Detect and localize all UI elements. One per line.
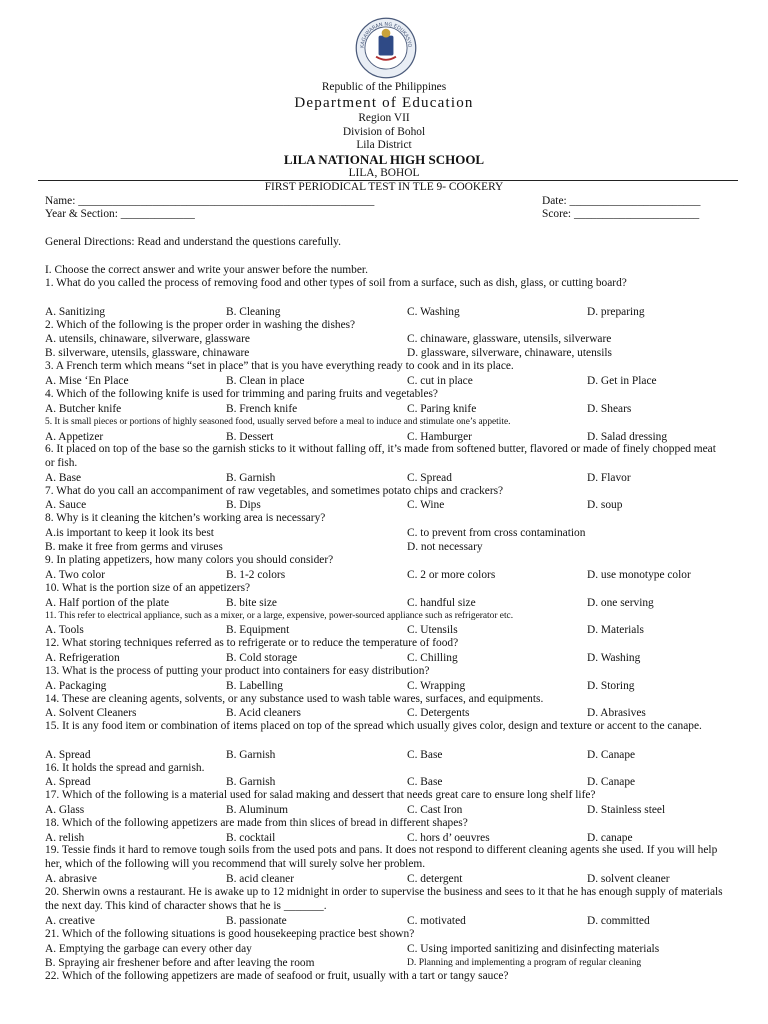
part-instruction: I. Choose the correct answer and write your answer before the number. [45, 264, 368, 276]
option-a: A. Tools [45, 624, 84, 636]
option-d: D. Planning and implementing a program of regular cleaning [407, 957, 642, 968]
option-d: D. use monotype color [587, 569, 691, 581]
question-12: 12. What storing techniques referred as to refrigerate or to reduce the temperature of food? [45, 637, 459, 649]
option-c: C. motivated [407, 915, 466, 927]
name-field[interactable]: Name: ____________________________________________________ [45, 195, 375, 207]
year-section-field[interactable]: Year & Section: _____________ [45, 208, 195, 220]
question-13: 13. What is the process of putting your product into containers for easy distribution? [45, 665, 430, 677]
option-a: A.is important to keep it look its best [45, 527, 214, 539]
options-2-row2 [45, 346, 745, 360]
option-b: B. passionate [226, 915, 287, 927]
option-d: D. Shears [587, 403, 632, 415]
option-d: D. canape [587, 832, 633, 844]
option-c: C. handful size [407, 597, 476, 609]
option-c: C. Base [407, 749, 443, 761]
option-d: D. Washing [587, 652, 641, 664]
republic-line: Republic of the Philippines [321, 81, 447, 93]
option-c: C. Hamburger [407, 431, 472, 443]
question-8: 8. Why is it cleaning the kitchen’s working area is necessary? [45, 512, 326, 524]
question-16: 16. It holds the spread and garnish. [45, 762, 205, 774]
option-b: B. make it free from germs and viruses [45, 541, 223, 553]
svg-text:KAGAWARAN NG EDUKASYON · REPUB: KAGAWARAN NG EDUKASYO [359, 21, 413, 49]
option-d: D. one serving [587, 597, 654, 609]
option-b: B. Labelling [226, 680, 283, 692]
question-11: 11. This refer to electrical appliance, such as a mixer, or a large, expensive, power-sourced appliance such as refrigerator etc. [45, 611, 514, 621]
options-10 [45, 596, 745, 610]
option-a: A. Refrigeration [45, 652, 120, 664]
option-a: A. Packaging [45, 680, 107, 692]
option-c: C. detergent [407, 873, 463, 885]
option-c: C. Wrapping [407, 680, 466, 692]
region-line: Region VII [358, 112, 410, 124]
option-a: A. Base [45, 472, 82, 484]
options-8-row1 [45, 526, 745, 540]
options-4 [45, 402, 745, 416]
option-c: C. Chilling [407, 652, 458, 664]
question-9: 9. In plating appetizers, how many colors you should consider? [45, 554, 334, 566]
option-b: B. Cleaning [226, 306, 281, 318]
option-a: A. Spread [45, 776, 91, 788]
option-a: A. Emptying the garbage can every other day [45, 943, 252, 955]
options-21-row1 [45, 942, 745, 956]
test-title: FIRST PERIODICAL TEST IN TLE 9- COOKERY [264, 181, 504, 193]
option-c: C. chinaware, glassware, utensils, silverware [407, 333, 612, 345]
option-d: D. soup [587, 499, 623, 511]
option-a: A. Sauce [45, 499, 87, 511]
option-c: C. Detergents [407, 707, 470, 719]
options-18 [45, 831, 745, 845]
question-3: 3. A French term which means “set in place” that is you have everything ready to cook and in its place. [45, 360, 514, 372]
options-5 [45, 430, 745, 444]
department-title: Department of Education [294, 95, 474, 111]
division-line: Division of Bohol [342, 126, 426, 138]
options-3 [45, 374, 745, 388]
option-a: A. Two color [45, 569, 106, 581]
options-7 [45, 498, 745, 512]
date-field[interactable]: Date: _______________________ [542, 195, 701, 207]
option-b: B. Garnish [226, 749, 276, 761]
option-d: D. Salad dressing [587, 431, 668, 443]
options-2-row1 [45, 332, 745, 346]
district-line: Lila District [356, 139, 412, 151]
options-8-row2 [45, 540, 745, 554]
question-5: 5. It is small pieces or portions of highly seasoned food, usually served before a meal to induce and stimulate one’s appetite. [45, 417, 511, 427]
question-14: 14. These are cleaning agents, solvents, or any substance used to wash table wares, surfaces, and equipments. [45, 693, 544, 705]
option-b: B. Cold storage [226, 652, 298, 664]
option-b: B. Garnish [226, 776, 276, 788]
option-d: D. Materials [587, 624, 644, 636]
options-14 [45, 706, 745, 720]
options-16 [45, 775, 745, 789]
option-a: A. Butcher knife [45, 403, 122, 415]
option-a: A. Spread [45, 749, 91, 761]
option-b: B. 1-2 colors [226, 569, 286, 581]
options-20 [45, 914, 745, 928]
option-c: C. Cast Iron [407, 804, 463, 816]
options-1 [45, 305, 745, 319]
deped-seal-logo [355, 17, 417, 79]
option-b: B. silverware, utensils, glassware, chinaware [45, 347, 250, 359]
option-d: D. Canape [587, 749, 636, 761]
option-c: C. Wine [407, 499, 445, 511]
option-b: B. Spraying air freshener before and after leaving the room [45, 957, 315, 969]
option-a: A. utensils, chinaware, silverware, glassware [45, 333, 250, 345]
option-c: C. Utensils [407, 624, 458, 636]
question-21: 21. Which of the following situations is good housekeeping practice best shown? [45, 928, 415, 940]
option-c: C. to prevent from cross contamination [407, 527, 586, 539]
option-c: C. cut in place [407, 375, 473, 387]
option-c: C. Spread [407, 472, 452, 484]
options-19 [45, 872, 745, 886]
question-17: 17. Which of the following is a material used for salad making and dessert that needs great care to ensure long shelf life? [45, 789, 596, 801]
options-6 [45, 471, 745, 485]
options-15 [45, 748, 745, 762]
option-a: A. Sanitizing [45, 306, 106, 318]
question-1: 1. What do you called the process of removing food and other types of soil from a surface, such as dish, glass, or cutting board? [45, 277, 627, 289]
option-a: A. Half portion of the plate [45, 597, 169, 609]
school-address: LILA, BOHOL [348, 167, 420, 179]
option-c: C. Base [407, 776, 443, 788]
option-a: A. Glass [45, 804, 85, 816]
option-b: B. acid cleaner [226, 873, 294, 885]
option-d: D. committed [587, 915, 650, 927]
option-c: C. Using imported sanitizing and disinfecting materials [407, 943, 660, 955]
option-d: D. Canape [587, 776, 636, 788]
option-a: A. Mise ‘En Place [45, 375, 129, 387]
option-c: C. Washing [407, 306, 460, 318]
option-b: B. Dips [226, 499, 261, 511]
question-15: 15. It is any food item or combination of items placed on top of the spread which usually gives color, design and texture or accent to the canape. [45, 720, 702, 732]
question-4: 4. Which of the following knife is used for trimming and paring fruits and vegetables? [45, 388, 438, 400]
question-2: 2. Which of the following is the proper order in washing the dishes? [45, 319, 356, 331]
option-b: B. Garnish [226, 472, 276, 484]
school-name: LILA NATIONAL HIGH SCHOOL [283, 152, 485, 167]
option-b: B. cocktail [226, 832, 276, 844]
options-13 [45, 679, 745, 693]
option-c: C. 2 or more colors [407, 569, 496, 581]
option-c: C. Paring knife [407, 403, 477, 415]
option-c: C. hors d’ oeuvres [407, 832, 490, 844]
option-d: D. not necessary [407, 541, 483, 553]
option-d: D. Flavor [587, 472, 631, 484]
option-d: D. Abrasives [587, 707, 646, 719]
option-d: D. Storing [587, 680, 635, 692]
option-d: D. solvent cleaner [587, 873, 670, 885]
options-17 [45, 803, 745, 817]
options-9 [45, 568, 745, 582]
option-a: A. creative [45, 915, 95, 927]
option-a: A. relish [45, 832, 85, 844]
option-b: B. Acid cleaners [226, 707, 301, 719]
options-12 [45, 651, 745, 665]
question-22: 22. Which of the following appetizers are made of seafood or fruit, usually with a tart or tangy sauce? [45, 970, 509, 982]
options-11 [45, 623, 745, 637]
options-21-row2 [45, 956, 745, 970]
question-6: 6. It placed on top of the base so the garnish sticks to it without falling off, it’s made from softened butter, flavored or made of finely chopped meat or fish. [45, 443, 716, 469]
option-b: B. French knife [226, 403, 298, 415]
option-b: B. Clean in place [226, 375, 305, 387]
option-b: B. Dessert [226, 431, 274, 443]
question-10: 10. What is the portion size of an appetizers? [45, 582, 251, 594]
option-a: A. abrasive [45, 873, 97, 885]
question-7: 7. What do you call an accompaniment of raw vegetables, and sometimes potato chips and crackers? [45, 485, 504, 497]
score-field[interactable]: Score: ______________________ [542, 208, 700, 220]
general-directions: General Directions: Read and understand the questions carefully. [45, 236, 341, 248]
question-19: 19. Tessie finds it hard to remove tough soils from the used pots and pans. It does not respond to different cleaning agents she used. If you will help her, which of the following will you recommend that will surely solve her problem. [45, 844, 718, 870]
option-b: B. bite size [226, 597, 277, 609]
option-a: A. Appetizer [45, 431, 104, 443]
option-d: D. glassware, silverware, chinaware, utensils [407, 347, 612, 359]
option-b: B. Aluminum [226, 804, 289, 816]
option-b: B. Equipment [226, 624, 290, 636]
option-d: D. preparing [587, 306, 645, 318]
option-a: A. Solvent Cleaners [45, 707, 137, 719]
question-18: 18. Which of the following appetizers are made from thin slices of bread in different shapes? [45, 817, 468, 829]
option-d: D. Get in Place [587, 375, 657, 387]
option-d: D. Stainless steel [587, 804, 666, 816]
question-20: 20. Sherwin owns a restaurant. He is awake up to 12 midnight in order to supervise the business and sees to it that he has enough supply of materials the next day. This kind of character shows that he is _______. [45, 886, 723, 912]
